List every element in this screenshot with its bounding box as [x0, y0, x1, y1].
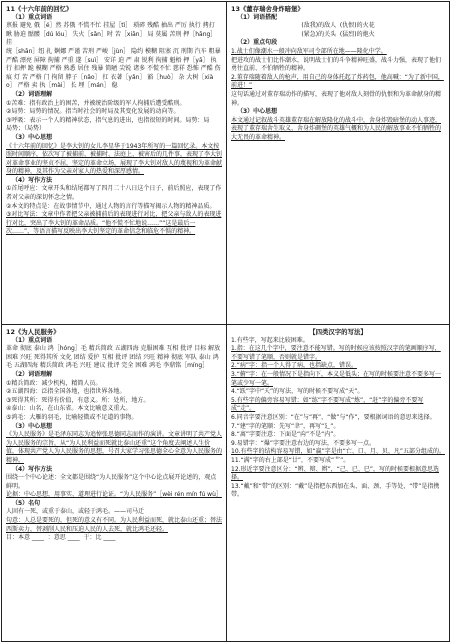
- writing-method: ③对比写法：文章中作者把父亲被捕前后的表现进行对比，把父亲与敌人的表现进行对比，突出了李大钊的革命品质。“他不慌不忙地说……”“这是最后一次……”，等语言描写反映出李大钊坚定的革命信念和临危不惧的精神。: [6, 211, 222, 236]
- characters-title: 【四类汉字的写法】: [309, 328, 367, 336]
- fill-in-line: 目：本意 ____ ：意思 ____ 于：比 ____: [6, 534, 116, 542]
- writing-method: ②本文的特点是：在故事情节中，通过人物的言行等描写揭示人物的精神品质。: [6, 202, 216, 210]
- writing-method: ①首尾呼应：文章开头和结尾都写了四月二十八日这个日子，前后照应，表现了作者对父亲的深切怀念之情。: [6, 185, 222, 202]
- lesson-13-title: 13《董存瑞舍身炸暗堡》: [231, 5, 304, 13]
- definition: ①精兵简政：减少机构，精简人员。: [6, 379, 102, 387]
- list-item: 12.形近字要注意区分：“辨、辩、辫”，“己、已、巳”，写的时候要根据意思选择。: [231, 465, 439, 482]
- list-item: 10.有些字的结构容易写错，如“赢”字是由“亡、口、月、贝、凡”五部分组成的。: [231, 448, 445, 456]
- definition: ⑤鸿毛：大雁的羽毛，比喻轻微或不足道的事物。: [6, 413, 138, 421]
- definition: ②五湖四海：泛指全国各地，也指世界各地。: [6, 388, 126, 396]
- sentence-analysis: 这句话通过对董存瑞动作的描写，表现了他对敌人刻骨的仇恨和为革命献身的精神。: [231, 90, 442, 107]
- definition: ③呼吸：表示一个人的精神状态，指气息的进出，也指很短的时间。局势：局: [6, 116, 210, 124]
- list-item: 3.“俯”字：在一般情况下是指向下，本义是低头；在写的时候要注意不要多写一笔或少写一笔。: [231, 370, 441, 387]
- key-sentence: 2.董存瑞随着敌人的枪声，用自己的身体托起了炸药包，他高喊：“为了新中国，前进！”: [231, 73, 444, 90]
- key-sentence: 1.战士们像潮水一般冲向敌军司令部所在地——隆化中学。: [231, 47, 387, 55]
- main-idea: 《十六年前的回忆》是李大钊的女儿李星华于1943年所写的一篇回忆录。本文按照时间顺序，依次写了被捕前、被捕时、法庭上、被害后的几件事，表现了李大钊对革命事业的坚贞不屈，坚定的革命立场，展现了李大钊对敌人的蔑视和为革命献身的精神，及其作为父亲对家人的热爱和深厚感情。: [6, 142, 223, 176]
- section-heading: （1）词语搭配: [237, 13, 278, 21]
- definition: ②局势：局势的情况。指当时社会的时局及其变化发展的动向等。: [6, 108, 180, 116]
- lesson-12-title: 12《为人民服务》: [6, 328, 60, 336]
- main-idea: 《为人民服务》是毛泽东同志为追悼张思德同志而作的演讲。文章讲明了共产党人为人民服务的宗旨，从“为人民利益而死就比泰山还重”这个角度去阐述人生价值，体现共产党人为人民服务的思想，号召大家学习张思德全心全意为人民服务的精神。: [6, 431, 223, 464]
- lesson-13-section: [227, 2, 449, 324]
- list-item: 7.“建”字的笔顺：先写“聿”，再写“廴”。: [231, 422, 340, 430]
- word-list: 禀报 避免 俄［é］然 苏俄 不慌不忙 挂屋［tì］ 琐碎 残酷 抽出 严厉 执行 拷打 瞅 胁迫 骷髅［dú lóu］ 失火［sǎn］时 苦［xiān］ 局 莫属 苦刑 押［hāng］ 挂: [6, 22, 219, 47]
- word-pair: (紧急)的关头 (猛烈)的炮火: [301, 30, 375, 38]
- worksheet: [1, 1, 450, 642]
- section-heading: （1）重点词语: [12, 336, 53, 344]
- list-item: 6.同音字要注意区别：“在”与“再”，“做”与“作”，要根据词语的意思来选择。: [231, 413, 436, 421]
- list-item: 11.“满”字的右上部是“廿”，不要写成“艹”。: [231, 456, 350, 464]
- section-heading: （3）中心思想: [12, 422, 53, 430]
- characters-intro: 1.有些字，写起来比较困难。: [231, 336, 309, 344]
- section-heading: （4）写作方法: [12, 176, 53, 184]
- definition: 局势；（局势）: [6, 125, 46, 133]
- section-heading: （4）写作方法: [12, 465, 53, 473]
- list-item: 9.易错字：“爆”字要注意右边的写法，不要多写一点。: [231, 439, 375, 447]
- section-heading: （3）中心思想: [12, 133, 53, 141]
- lesson-11-section: [2, 2, 226, 324]
- list-item: 4.“跃”字中“夭”的写法，写的时候不要写成“天”。: [231, 388, 364, 396]
- definition: ①苦难：指有政治上的困苦，并被统治阶级的军人拘捕后遭受酷刑。: [6, 99, 186, 107]
- sentence-analysis: 把进攻的战士们比作潮水，说明战士们的斗争精神旺盛，战斗力强，表现了他们勇往直前、不怕牺牲的精神。: [231, 56, 442, 73]
- lesson-12-section: [2, 325, 226, 641]
- section-heading: （2）重点句段: [237, 39, 278, 47]
- famous-quote: 人固有一死，或重于泰山，或轻于鸿毛。——司马迁: [6, 508, 145, 516]
- section-heading: （3）中心思想: [237, 108, 278, 116]
- section-heading: （2）词语理解: [12, 90, 53, 98]
- section-heading: （2）词语理解: [12, 370, 53, 378]
- writing-method: 围绕一个中心论述：全文都是围绕“为人民服务”这个中心论点展开论述的，观点鲜明。: [6, 474, 217, 490]
- definition: ③死得其所：死得有价值，有意义。所：处所，地方。: [6, 396, 150, 404]
- main-idea: 本文通过记叙战斗英雄董存瑞在解放隆化的战斗中，舍身炸毁暗堡的动人事迹，表现了董存瑞舍生取义、舍身炸碉堡的英雄气概和为人民的解放事业不怕牺牲的大无畏的革命精神。: [231, 116, 442, 141]
- list-item: 1.指：在这几个字中，要注意不能写错。写的时候应该按照汉字的笔画顺序写，不要写错了笔顺，否则就是错字。: [231, 345, 441, 361]
- lesson-11-title: 11《十六年前的回忆》: [6, 5, 73, 13]
- section-heading: （1）重点词语: [12, 13, 53, 21]
- word-list: 革命 彻底 泰山 鸿［hóng］毛 精兵简政 五湖四海 克服困难 互相 批评 目标 解放 困难 兴旺 死得其所 文化 团结 爱护 互相 批评 团结 兴旺 精神 彻底 军队 泰山 鸿毛 五湖四海 精兵简政 鸿毛 兴旺 建议 批评 完全 困难 鸿毛 李鼎铭［míng］: [6, 345, 223, 370]
- word-list: 统［shān］纽 扎 婀娜 严谨 苦刑 严峻［jùn］ 隐约 模糊 阻塞 沉 刑期 汽车 粗暴 严酷 漂亮 屏障 拘捕 严重 遂［suì］ 安详 迫 严 肃 锐利 拘捕 魁梧 押［yā］ 执行 扣押 跪 模糊 严格 熟悉 居住 残暴 简陋 尖锐 诸多 不慌不忙 慈祥 恐怖 严酷 伤痕 灯 苦 严格 门 拘留 脖子［nǎo］ 扛 衣著［yǎn］ 豁［huò］ 杂 大树［xiào］ 严格 卖 执［mài］ 长 埋［mán］ 稳: [6, 47, 223, 90]
- list-item: 13.“戴”和“带”的区别：“戴”是指把东西加在头、面、颈、手等处，“带”是指携带。: [231, 482, 440, 499]
- word-pair: (敌我)的敌人 (仇恨)的火花: [301, 22, 375, 30]
- list-item: 2.“病”字：指一个人得了病，也指缺点，错误。: [231, 362, 357, 370]
- writing-method: 论据：中心思想，用事实、道理进行论证。“为人民服务”［wèi rén mín fú wù］: [6, 491, 222, 499]
- section-heading: （5）名句: [12, 499, 41, 507]
- list-item: 5.有些字的偏旁容易写错：如“练”字不要写成“炼”，“赶”字的偏旁不要写成“走”。: [231, 396, 424, 413]
- quote-explanation: 句意：人总是要死的，但死的意义有不同。为人民利益而死，就比泰山还重；替法西斯卖力，替剥削人民和压迫人民的人去死，就比鸿毛还轻。: [6, 517, 223, 533]
- definition: ④泰山：山名，在山东省。本文比喻意义重大。: [6, 405, 132, 413]
- characters-section: [227, 325, 449, 641]
- list-item: 8.“离”字要注意：下面是“禸”不是“内”。: [231, 431, 340, 439]
